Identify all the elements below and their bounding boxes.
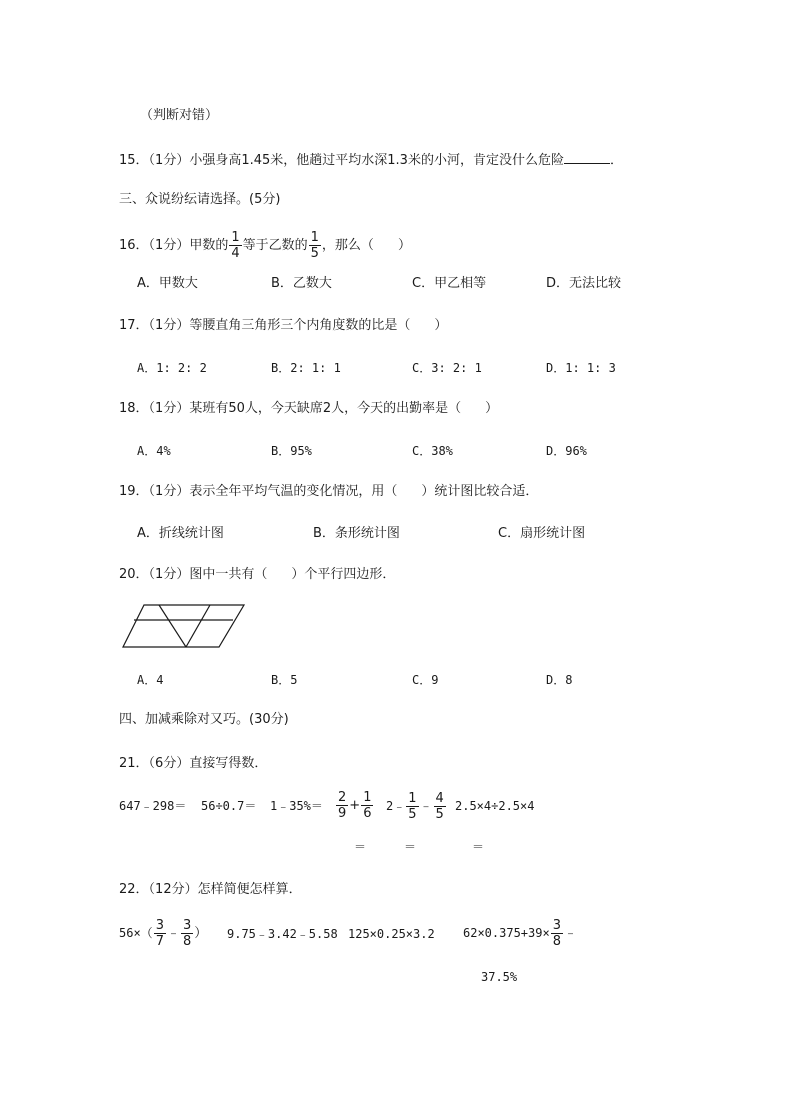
q21-e4-a-num: 2 bbox=[338, 790, 347, 805]
q21-eq-5: ＝ bbox=[404, 840, 417, 854]
parallelogram-figure bbox=[118, 600, 250, 652]
q20-option-a[interactable]: A．4 bbox=[137, 673, 164, 687]
q21-e5-pre: 2﹣ bbox=[386, 799, 406, 813]
q16-f2-den: 5 bbox=[310, 246, 319, 261]
q21-e5-frac-b bbox=[434, 791, 446, 822]
question-20 bbox=[119, 567, 395, 583]
q16-fraction-2 bbox=[309, 230, 321, 261]
question-15 bbox=[119, 151, 623, 169]
q16-close: ） bbox=[397, 238, 411, 253]
q22-e1-a-num: 3 bbox=[155, 918, 164, 933]
q22-expr-4 bbox=[463, 915, 577, 952]
q18-text: 某班有50人，今天缺席2人，今天的出勤率是（ bbox=[189, 401, 462, 416]
q21-e5-a-den: 5 bbox=[408, 807, 417, 822]
q22-text: 怎样简便怎样算． bbox=[197, 882, 302, 897]
q22-expr-1 bbox=[119, 915, 207, 952]
q21-e5-b-num: 4 bbox=[435, 791, 444, 806]
q22-e1-frac-a bbox=[154, 918, 166, 949]
q22-e1-b-num: 3 bbox=[182, 918, 192, 933]
q22-expr-4-tail: 37.5% bbox=[481, 970, 518, 984]
q14-tail: （判断对错） bbox=[140, 108, 219, 123]
q19-option-b[interactable]: B．条形统计图 bbox=[313, 526, 400, 541]
q16-f2-num: 1 bbox=[310, 230, 319, 245]
question-16 bbox=[119, 229, 411, 263]
q21-e4-op: + bbox=[349, 798, 361, 813]
q18-number: 18．（1分） bbox=[119, 401, 190, 416]
q22-e1-pre: 56×（ bbox=[119, 926, 153, 940]
q19-option-c[interactable]: C．扇形统计图 bbox=[498, 526, 586, 541]
q15-number: 15．（1分） bbox=[119, 153, 190, 168]
q22-expr-2: 9.75﹣3.42﹣5.58 bbox=[227, 927, 338, 941]
q16-f1-den: 4 bbox=[231, 246, 240, 261]
q21-expr-4 bbox=[335, 788, 374, 824]
question-22 bbox=[119, 882, 302, 898]
q16-fraction-1 bbox=[229, 230, 241, 261]
q16-post: ，那么（ bbox=[321, 238, 374, 253]
q21-expr-1: 647﹣298＝ bbox=[119, 799, 187, 813]
q21-eq-6: ＝ bbox=[472, 840, 485, 854]
q20-post: ）个平行四边形． bbox=[291, 567, 396, 582]
q18-option-b[interactable]: B．95% bbox=[271, 444, 312, 458]
q17-option-c[interactable]: C．3: 2: 1 bbox=[412, 361, 482, 375]
q19-text: 表示全年平均气温的变化情况，用（ bbox=[189, 484, 398, 499]
q17-close: ） bbox=[434, 318, 448, 333]
q16-option-b[interactable]: B．乙数大 bbox=[271, 276, 332, 291]
figure-diagonal-left bbox=[159, 605, 186, 647]
q17-option-b[interactable]: B．2: 1: 1 bbox=[271, 361, 341, 375]
q21-e5-b-den: 5 bbox=[435, 807, 444, 822]
q16-option-d[interactable]: D．无法比较 bbox=[546, 276, 622, 291]
q17-option-d[interactable]: D．1: 1: 3 bbox=[546, 361, 616, 375]
q19-post: ）统计图比较合适． bbox=[421, 484, 539, 499]
q22-e1-post: ） bbox=[194, 926, 208, 941]
q20-number: 20．（1分） bbox=[119, 567, 190, 582]
q15-tail: ． bbox=[609, 153, 623, 168]
q18-option-d[interactable]: D．96% bbox=[546, 444, 587, 458]
q17-option-a[interactable]: A．1: 2: 2 bbox=[137, 361, 207, 375]
q21-e4-frac-b bbox=[361, 790, 373, 821]
q16-f1-num: 1 bbox=[231, 230, 240, 245]
q22-e1-a-den: 7 bbox=[155, 934, 164, 949]
q20-option-d[interactable]: D．8 bbox=[546, 673, 573, 687]
q22-e4-pre: 62×0.375+39× bbox=[463, 926, 550, 940]
q16-mid: 等于乙数的 bbox=[242, 238, 308, 253]
q22-e4-frac bbox=[551, 918, 563, 949]
q21-e4-b-num: 1 bbox=[363, 790, 372, 805]
question-17 bbox=[119, 318, 447, 334]
q21-expr-5 bbox=[386, 788, 447, 825]
q21-e5-frac-a bbox=[406, 791, 418, 822]
q21-expr-3: 1﹣35%＝ bbox=[270, 799, 323, 813]
q22-number: 22．（12分） bbox=[119, 882, 198, 897]
q16-number: 16．（1分） bbox=[119, 238, 190, 253]
q18-close: ） bbox=[485, 401, 499, 416]
q20-text: 图中一共有（ bbox=[189, 567, 268, 582]
q22-e4-den: 8 bbox=[552, 934, 561, 949]
question-19 bbox=[119, 484, 538, 500]
q22-e4-num: 3 bbox=[552, 918, 561, 933]
q21-expr-6: 2.5×4÷2.5×4 bbox=[455, 799, 535, 813]
q21-eq-4: ＝ bbox=[354, 840, 367, 854]
question-18 bbox=[119, 401, 498, 417]
section-4-heading: 四、加减乘除对又巧。(30分) bbox=[119, 712, 289, 727]
q21-e5-a-num: 1 bbox=[408, 791, 417, 806]
q21-e5-op: ﹣ bbox=[419, 799, 433, 814]
q22-e1-frac-b bbox=[181, 918, 193, 949]
q18-option-c[interactable]: C．38% bbox=[412, 444, 453, 458]
q19-number: 19．（1分） bbox=[119, 484, 190, 499]
q21-number: 21．（6分） bbox=[119, 756, 190, 771]
q19-option-a[interactable]: A．折线统计图 bbox=[137, 526, 224, 541]
q21-e4-b-den: 6 bbox=[363, 806, 372, 821]
q22-e1-op: ﹣ bbox=[166, 926, 180, 941]
q21-expr-2: 56÷0.7＝ bbox=[201, 799, 257, 813]
q20-option-c[interactable]: C．9 bbox=[412, 673, 439, 687]
figure-outline bbox=[123, 605, 244, 647]
q18-option-a[interactable]: A．4% bbox=[137, 444, 171, 458]
figure-diagonal-right bbox=[186, 605, 210, 647]
q22-e1-b-den: 8 bbox=[182, 934, 192, 949]
q16-option-a[interactable]: A．甲数大 bbox=[137, 276, 198, 291]
q16-option-c[interactable]: C．甲乙相等 bbox=[412, 276, 487, 291]
section-3-heading: 三、众说纷纭请选择。(5分) bbox=[119, 192, 281, 207]
q21-text: 直接写得数． bbox=[189, 756, 268, 771]
q17-number: 17．（1分） bbox=[119, 318, 190, 333]
question-21 bbox=[119, 756, 267, 772]
q15-text: 小强身高1.45米，他趟过平均水深1.3米的小河，肯定没什么危险 bbox=[189, 153, 564, 168]
q21-e4-frac-a bbox=[336, 790, 348, 821]
q21-e4-a-den: 9 bbox=[338, 806, 347, 821]
q20-option-b[interactable]: B．5 bbox=[271, 673, 298, 687]
q22-e4-post: ﹣ bbox=[563, 926, 577, 941]
q17-text: 等腰直角三角形三个内角度数的比是（ bbox=[189, 318, 411, 333]
q22-expr-3: 125×0.25×3.2 bbox=[348, 927, 435, 941]
q15-answer-blank[interactable] bbox=[564, 151, 610, 164]
q16-pre: 甲数的 bbox=[189, 238, 229, 253]
